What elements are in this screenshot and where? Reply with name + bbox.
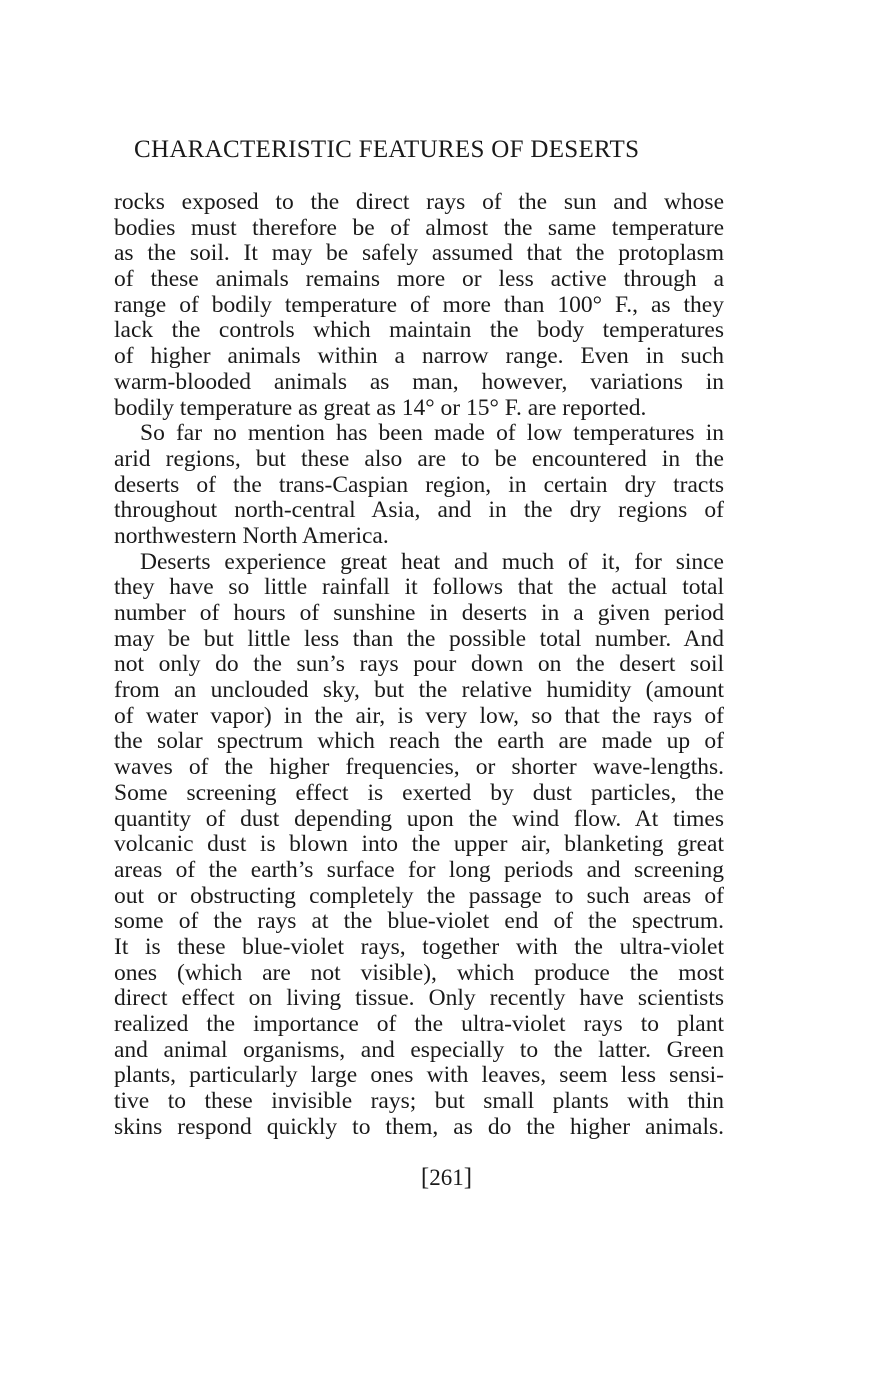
text-line: waves of the higher frequencies, or shorter wave-lengths.: [114, 754, 724, 781]
text-line: not only do the sun’s rays pour down on the desert soil: [114, 651, 724, 678]
body-text: [114, 190, 724, 1140]
text-line: they have so little rainfall it follows that the actual total: [114, 574, 724, 601]
text-line: quantity of dust depending upon the wind flow. At times: [114, 805, 724, 832]
text-line: volcanic dust is blown into the upper air, blanketing great: [114, 831, 724, 858]
text-line: So far no mention has been made of low temperatures in: [140, 420, 724, 447]
text-line: and animal organisms, and especially to the latter. Green: [114, 1036, 724, 1063]
text-line: direct effect on living tissue. Only recently have scientists: [114, 985, 724, 1012]
text-line: from an unclouded sky, but the relative humidity (amount: [114, 677, 724, 704]
folio-close-bracket: ]: [463, 1164, 473, 1191]
text-line: of water vapor) in the air, is very low, so that the rays of: [114, 702, 724, 729]
text-line: out or obstructing completely the passage to such areas of: [114, 882, 724, 909]
text-line: tive to these invisible rays; but small plants with thin: [114, 1088, 724, 1115]
text-line: bodily temperature as great as 14° or 15° F. are reported.: [114, 394, 647, 421]
text-line: deserts of the trans-Caspian region, in certain dry tracts: [114, 471, 724, 498]
text-line: Some screening effect is exerted by dust particles, the: [114, 779, 724, 806]
text-line: some of the rays at the blue-violet end of the spectrum.: [114, 908, 724, 935]
text-line: arid regions, but these also are to be encountered in the: [114, 445, 724, 472]
text-line: It is these blue-violet rays, together with the ultra-violet: [114, 933, 724, 960]
text-line: may be but little less than the possible total number. And: [114, 625, 724, 652]
text-line: areas of the earth’s surface for long periods and screening: [114, 856, 724, 883]
text-line: lack the controls which maintain the body temperatures: [114, 317, 724, 344]
folio-number: 261: [429, 1165, 464, 1190]
text-line: skins respond quickly to them, as do the higher animals.: [114, 1113, 724, 1140]
text-line: bodies must therefore be of almost the same temperature: [114, 214, 724, 241]
text-line: the solar spectrum which reach the earth are made up of: [114, 728, 724, 755]
text-line: rocks exposed to the direct rays of the sun and whose: [114, 189, 724, 215]
text-line: northwestern North America.: [114, 522, 389, 549]
page-number: [0, 1162, 893, 1194]
folio-open-bracket: [: [420, 1164, 430, 1191]
text-line: of these animals remains more or less active through a: [114, 266, 724, 293]
text-line: plants, particularly large ones with leaves, seem less sensi-: [114, 1062, 724, 1089]
text-line: ones (which are not visible), which produce the most: [114, 959, 724, 986]
text-line: of higher animals within a narrow range. Even in such: [114, 343, 724, 370]
text-line: range of bodily temperature of more than 100° F., as they: [114, 291, 724, 318]
text-line: Deserts experience great heat and much of it, for since: [140, 548, 724, 575]
text-line: throughout north-central Asia, and in the dry regions of: [114, 497, 724, 524]
text-line: as the soil. It may be safely assumed that the protoplasm: [114, 240, 724, 267]
text-line: realized the importance of the ultra-violet rays to plant: [114, 1011, 724, 1037]
running-head: CHARACTERISTIC FEATURES OF DESERTS: [134, 136, 640, 163]
text-line: number of hours of sunshine in deserts in a given period: [114, 600, 724, 626]
text-line: warm-blooded animals as man, however, variations in: [114, 368, 724, 395]
